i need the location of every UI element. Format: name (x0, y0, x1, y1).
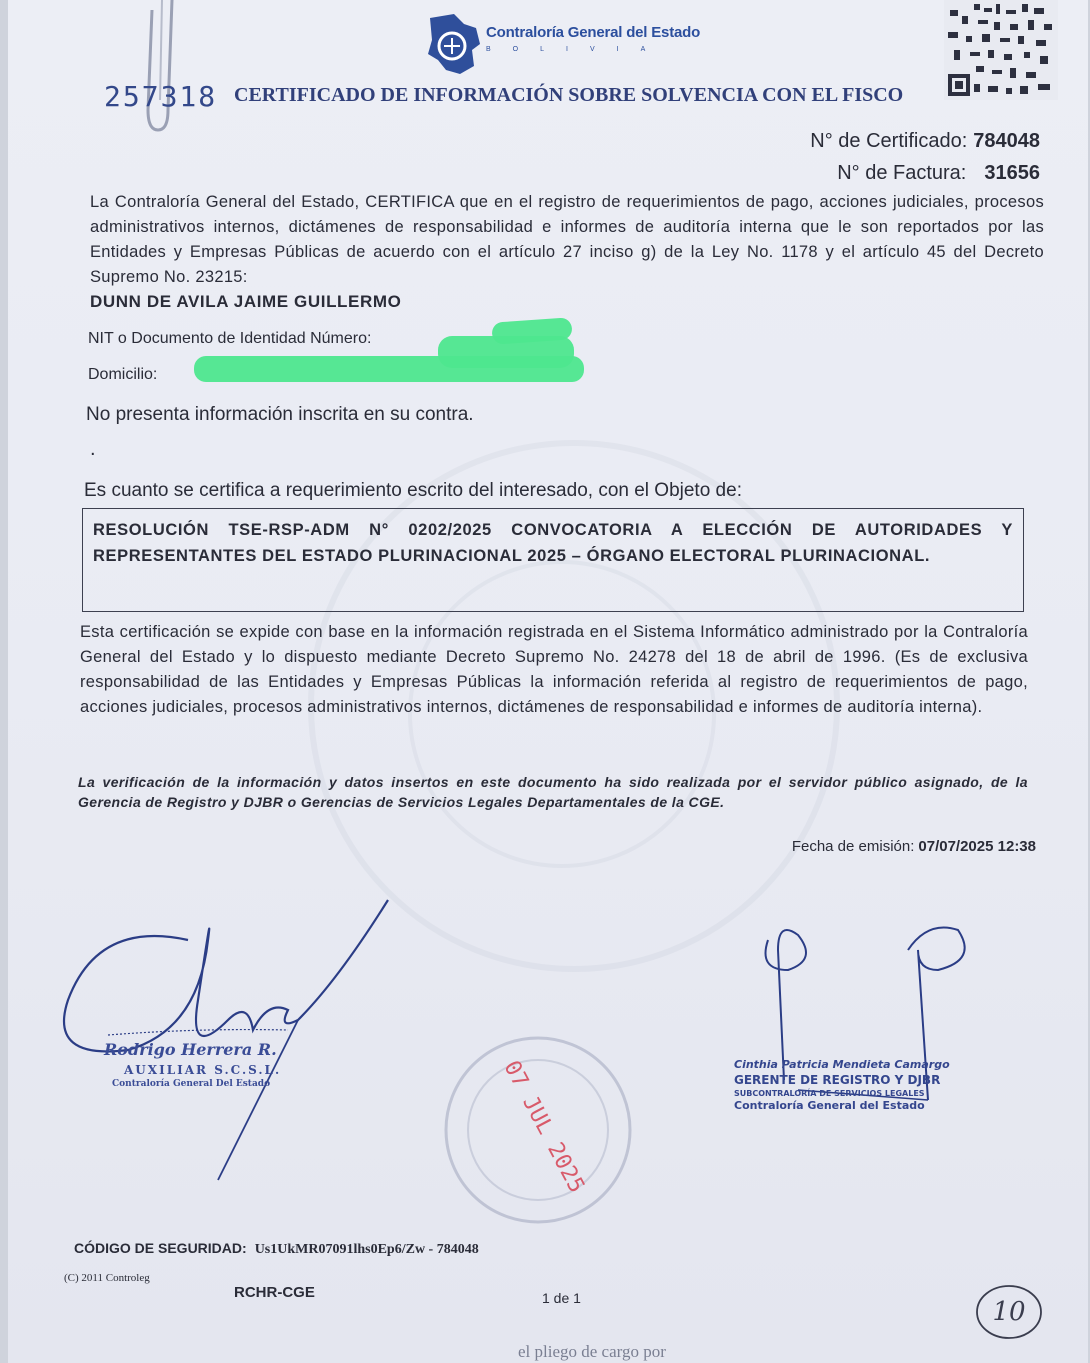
issue-date: 07/07/2025 12:38 (918, 838, 1036, 855)
stamp-left-org: Contraloría General Del Estado (112, 1079, 271, 1089)
document-title: CERTIFICADO DE INFORMACIÓN SOBRE SOLVENCIA CON EL FISCO (234, 84, 904, 106)
stamp-right (734, 1058, 950, 1112)
date-stamp (438, 1030, 638, 1230)
object-box: RESOLUCIÓN TSE-RSP-ADM N° 0202/2025 CONVOCATORIA A ELECCIÓN DE AUTORIDADES Y REPRESENTANTES DEL ESTADO PLURINACIONAL 2025 – ÓRGANO ELECTORAL PLURINACIONAL. (82, 508, 1024, 612)
stamp-right-org: Contraloría General del Estado (734, 1099, 925, 1112)
paperclip-icon (138, 0, 198, 140)
handwritten-number: 257318 (104, 80, 218, 113)
handwritten-page-number (974, 1282, 1044, 1342)
verification-note: La verificación de la información y datos insertos en este documento ha sido realizada por el servidor público asignado, de la Gerencia de Registro y DJBR o Gerencias de Servicios Legales Departamentales de la CGE. (78, 774, 1028, 810)
copyright: (C) 2011 Controleg (64, 1272, 150, 1284)
org-name: Contraloría General del Estado (486, 24, 701, 41)
ref-code: RCHR-CGE (234, 1284, 315, 1301)
invoice-number: 31656 (984, 162, 1040, 184)
qr-code-icon (944, 0, 1058, 100)
next-page-fragment: el pliego de cargo por (518, 1342, 666, 1361)
object-intro: Es cuanto se certifica a requerimiento escrito del interesado, con el Objeto de: (84, 480, 742, 501)
org-country: BOLIVIA (486, 46, 668, 53)
person-name: DUNN DE AVILA JAIME GUILLERMO (90, 292, 402, 311)
invoice-number-line (837, 162, 1040, 185)
handwritten-page-text: 10 (992, 1297, 1026, 1327)
stamp-left-name: Rodrigo Herrera R. (104, 1040, 277, 1059)
address-label: Domicilio: (88, 366, 158, 383)
security-code: Us1UkMR07091lhs0Ep6/Zw - 784048 (254, 1242, 479, 1257)
issue-label: Fecha de emisión: (791, 838, 915, 855)
intro-paragraph: La Contraloría General del Estado, CERTIFICA que en el registro de requerimientos de pago, acciones judiciales, procesos administrativos internos, dictámenes de responsabilidad e informes de auditoría interna que le son reportados por las Entidades y Empresas Públicas de acuerdo con el artículo 27 inciso g) de la Ley No. 1178 y el artículo 45 del Decreto Supremo No. 23215: (90, 193, 1044, 286)
stamp-right-unit: SUBCONTRALORÍA DE SERVICIOS LEGALES (734, 1089, 925, 1098)
certificate-number: 784048 (973, 130, 1040, 152)
stamp-right-role: GERENTE DE REGISTRO Y DJBR (734, 1073, 941, 1087)
stamp-left-role: AUXILIAR S.C.S.L. (124, 1063, 282, 1077)
dot-mark: . (90, 438, 96, 460)
bolivia-map-icon (420, 10, 490, 80)
result-statement: No presenta información inscrita en su contra. (86, 404, 474, 425)
certificate-number-line (810, 130, 1040, 153)
stamp-right-name: Cinthia Patricia Mendieta Camargo (734, 1058, 950, 1071)
security-code-line (74, 1240, 479, 1258)
page-number: 1 de 1 (542, 1290, 581, 1306)
certificate-page (8, 0, 1088, 1363)
date-stamp-text: 07 JUL 2025 (498, 1056, 589, 1198)
basis-paragraph: Esta certificación se expide con base en la información registrada en el Sistema Informático administrado por la Contraloría General del Estado y lo dispuesto mediante Decreto Supremo No. 24278 del 18 de abril de 1996. (Es de exclusiva responsabilidad de las Entidades y Empresas Públicas la información referida al registro de requerimientos de pago, acciones judiciales, procesos administrativos internos, dictámenes de responsabilidad e informes de auditoría interna). (80, 623, 1028, 716)
invoice-label: N° de Factura: (837, 162, 967, 184)
redaction-highlight-address (194, 356, 584, 382)
certificate-label: N° de Certificado: (810, 130, 968, 152)
cge-logo (420, 10, 710, 80)
security-label: CÓDIGO DE SEGURIDAD: (74, 1240, 247, 1256)
issue-date-line (792, 838, 1036, 855)
id-label: NIT o Documento de Identidad Número: (88, 330, 372, 347)
stamp-left (104, 1040, 281, 1089)
